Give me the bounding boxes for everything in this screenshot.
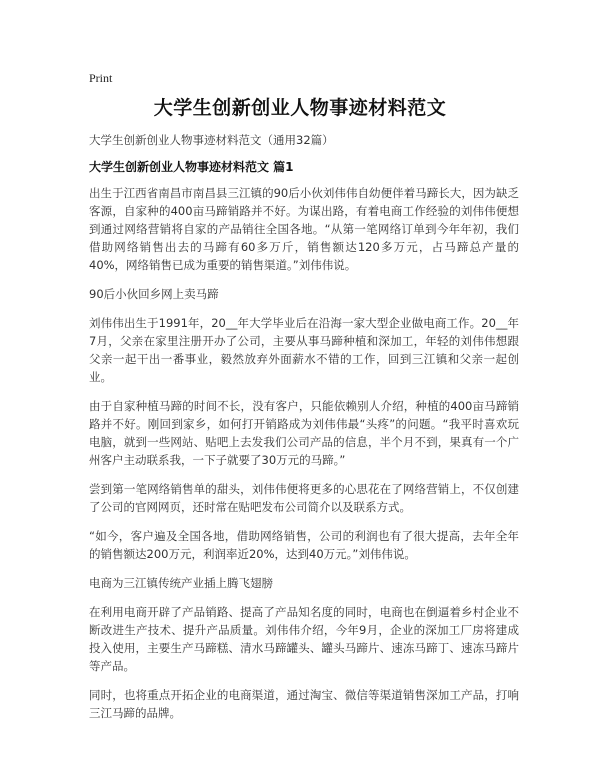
subheading: 电商为三江镇传统产业插上腾飞翅膀 <box>89 576 273 590</box>
paragraph: “如今，客户遍及全国各地，借助网络销售，公司的利润也有了很大提高，去年全年的销售额达200万元，利润率近20%，达到40万元。”刘伟伟说。 <box>89 529 519 561</box>
paragraph: 由于自家种植马蹄的时间不长，没有客户，只能依赖别人介绍，种植的400亩马蹄销路并不好。刚回到家乡，如何打开销路成为刘伟伟最“头疼”的问题。“我平时喜欢玩电脑，就到一些网站、贴吧上去发我们公司产品的信息，半个月不到，果真有一个广州客户主动联系我，一下子就要了30万元的马蹄。” <box>89 399 519 467</box>
subheading: 90后小伙回乡网上卖马蹄 <box>89 287 219 301</box>
print-link[interactable]: Print <box>89 71 113 85</box>
section-heading: 大学生创新创业人物事迹材料范文 篇1 <box>89 160 294 174</box>
paragraph: 尝到第一笔网络销售单的甜头，刘伟伟便将更多的心思花在了网络营销上，不仅创建了公司的官网网页，还时常在贴吧发布公司简介以及联系方式。 <box>89 482 519 514</box>
paragraph: 同时，也将重点开拓企业的电商渠道，通过淘宝、微信等渠道销售深加工产品，打响三江马蹄的品牌。 <box>89 688 519 720</box>
document-subtitle: 大学生创新创业人物事迹材料范文（通用32篇） <box>89 133 334 147</box>
paragraph: 在利用电商开辟了产品销路、提高了产品知名度的同时，电商也在倒逼着乡村企业不断改进生产技术、提升产品质量。刘伟伟介绍，今年9月，企业的深加工厂房将建成投入使用，主要生产马蹄糕、清水马蹄罐头、罐头马蹄片、速冻马蹄丁、速冻马蹄片等产品。 <box>89 605 519 673</box>
article-body <box>89 184 519 733</box>
page-title: 大学生创新创业人物事迹材料范文 <box>153 97 447 119</box>
paragraph: 出生于江西省南昌市南昌县三江镇的90后小伙刘伟伟自幼便伴着马蹄长大，因为缺乏客源，自家种的400亩马蹄销路并不好。为谋出路，有着电商工作经验的刘伟伟便想到通过网络营销将自家的产品销往全国各地。“从第一笔网络订单到今年年初，我们借助网络销售出去的马蹄有60多万斤，销售额达120多万元，占马蹄总产量的40%，网络销售已成为重要的销售渠道。”刘伟伟说。 <box>89 186 519 272</box>
paragraph: 刘伟伟出生于1991年，20__年大学毕业后在沿海一家大型企业做电商工作。20__年7月，父亲在家里注册开办了公司，主要从事马蹄种植和深加工，年轻的刘伟伟想跟父亲一起干出一番事业，毅然放弃外面薪水不错的工作，回到三江镇和父亲一起创业。 <box>89 316 519 384</box>
